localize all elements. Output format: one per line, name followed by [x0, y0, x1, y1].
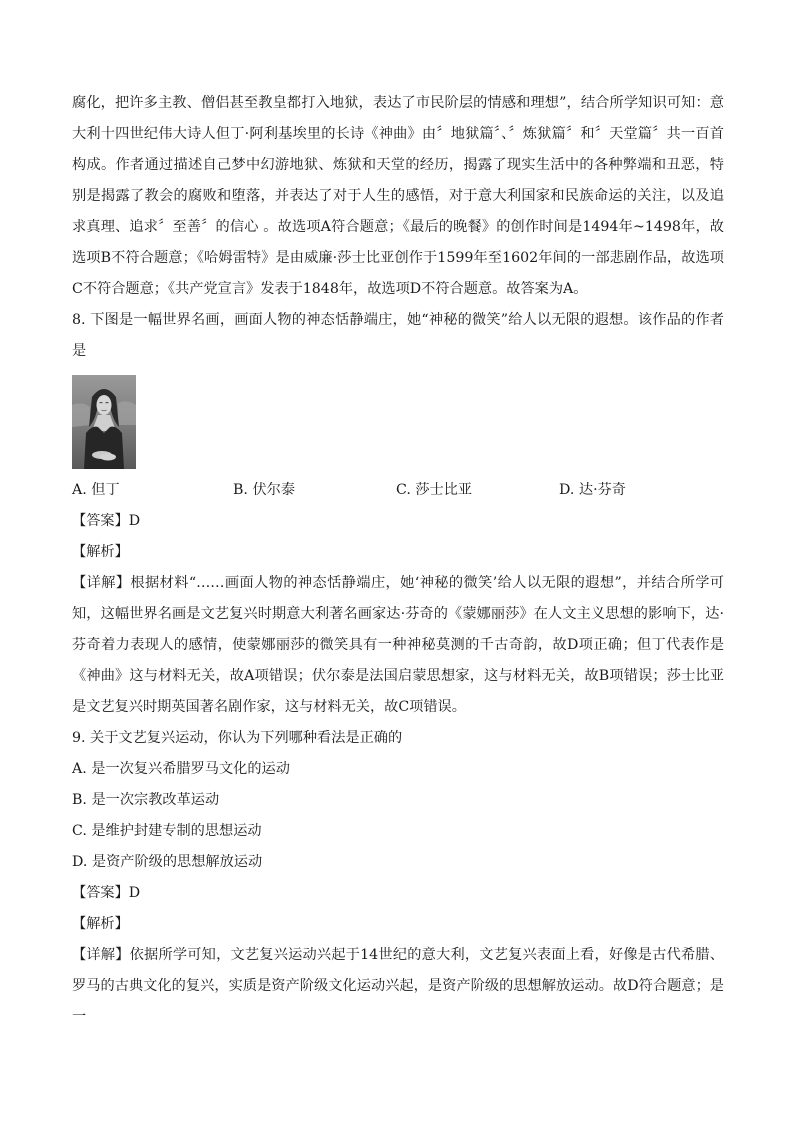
question-9-stem: 9. 关于文艺复兴运动，你认为下列哪种看法是正确的: [72, 730, 403, 746]
question-8-options: [72, 475, 724, 506]
option-a[interactable]: A. 是一次复兴希腊罗马文化的运动: [72, 761, 290, 777]
question-9-analysis-label: 【解析】: [72, 916, 129, 932]
option-c[interactable]: C. 莎士比亚: [396, 482, 473, 498]
mona-lisa-painting-icon: [72, 375, 136, 469]
question-8-stem: 8. 下图是一幅世界名画，画面人物的神态恬静端庄，她“神秘的微笑”给人以无限的遐想。该作品的作者是: [72, 312, 724, 359]
option-b[interactable]: B. 伏尔泰: [233, 482, 296, 498]
document-page: [72, 88, 724, 1033]
question-9-detail: 【详解】依据所学可知，文艺复兴运动兴起于14世纪的意大利，文艺复兴表面上看，好像是古代希腊、罗马的古典文化的复兴，实质是资产阶级文化运动兴起，是资产阶级的思想解放运动。故D符合题意；是一: [72, 947, 724, 1025]
question-8-detail: 【详解】根据材料“……画面人物的神态恬静端庄，她‘神秘的微笑’给人以无限的遐想”，并结合所学可知，这幅世界名画是文艺复兴时期意大利著名画家达·芬奇的《蒙娜丽莎》在人文主义思想的影响下，达·芬奇着力表现人的感情，使蒙娜丽莎的微笑具有一种神秘莫测的千古奇韵，故D项正确；但丁代表作是《神曲》这与材料无关，故A项错误；伏尔泰是法国启蒙思想家，这与材料无关，故B项错误；莎士比亚是文艺复兴时期英国著名剧作家，这与材料无关，故C项错误。: [72, 575, 724, 715]
question-8-analysis-label: 【解析】: [72, 544, 129, 560]
option-a[interactable]: A. 但丁: [72, 482, 120, 498]
option-b[interactable]: B. 是一次宗教改革运动: [72, 792, 220, 808]
option-d[interactable]: D. 是资产阶级的思想解放运动: [72, 854, 263, 870]
intro-paragraph: 腐化，把许多主教、僧侣甚至教皇都打入地狱，表达了市民阶层的情感和理想”，结合所学知识可知：意大利十四世纪伟大诗人但丁·阿利基埃里的长诗《神曲》由〞地狱篇〞、〞炼狱篇〞和〞天堂篇〞共一百首构成。作者通过描述自己梦中幻游地狱、炼狱和天堂的经历，揭露了现实生活中的各种弊端和丑恶，特别是揭露了教会的腐败和堕落，并表达了对于人生的感悟，对于意大利国家和民族命运的关注，以及追求真理、追求〞至善〞的信心 。故选项A符合题意；《最后的晚餐》的创作时间是1494年~1498年，故选项B不符合题意；《哈姆雷特》是由威廉·莎士比亚创作于1599年至1602年间的一部悲剧作品，故选项C不符合题意；《共产党宣言》发表于1848年，故选项D不符合题意。故答案为A。: [72, 95, 724, 297]
question-9-answer: 【答案】D: [72, 885, 141, 901]
option-c[interactable]: C. 是维护封建专制的思想运动: [72, 823, 262, 839]
question-8-answer: 【答案】D: [72, 513, 141, 529]
option-d[interactable]: D. 达·芬奇: [559, 482, 626, 498]
